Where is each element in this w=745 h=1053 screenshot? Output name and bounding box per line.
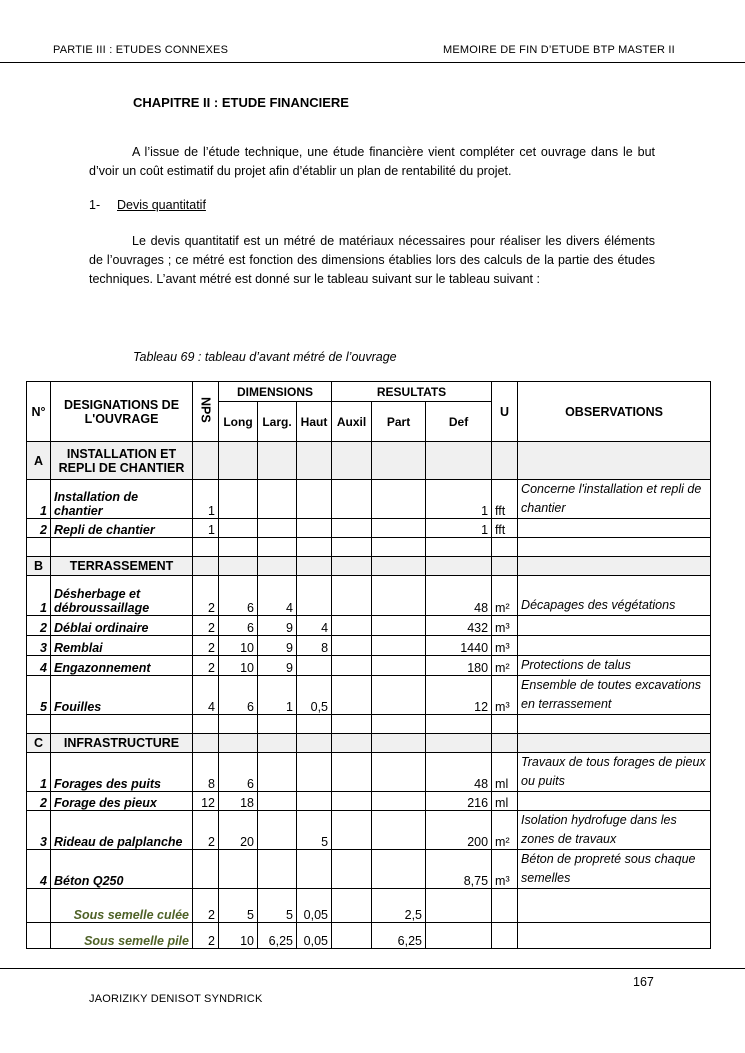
cell-haut xyxy=(297,850,332,889)
header-left: PARTIE III : ETUDES CONNEXES xyxy=(53,44,229,56)
table-caption: Tableau 69 : tableau d’avant métré de l’ouvrage xyxy=(133,350,397,364)
header-part: Part xyxy=(372,402,426,442)
cell-observation xyxy=(518,923,711,949)
cell-haut xyxy=(297,519,332,538)
cell-auxil xyxy=(332,811,372,850)
empty-cell xyxy=(27,715,51,734)
cell-haut xyxy=(297,656,332,676)
cell-def xyxy=(426,923,492,949)
cell-long xyxy=(219,480,258,519)
cell-unit xyxy=(492,889,518,923)
cell-nps: 1 xyxy=(193,480,219,519)
empty-cell xyxy=(492,715,518,734)
empty-cell xyxy=(258,557,297,576)
table-row xyxy=(27,616,711,636)
section-letter: B xyxy=(27,557,51,576)
table-row xyxy=(27,480,711,519)
empty-cell xyxy=(518,715,711,734)
section-number: 1- xyxy=(89,198,101,212)
empty-cell xyxy=(426,715,492,734)
table-row xyxy=(27,850,711,889)
cell-larg: 1 xyxy=(258,676,297,715)
cell-unit xyxy=(492,923,518,949)
cell-auxil xyxy=(332,889,372,923)
cell-auxil xyxy=(332,850,372,889)
empty-cell xyxy=(492,538,518,557)
cell-nps: 2 xyxy=(193,616,219,636)
cell-long: 10 xyxy=(219,923,258,949)
cell-nps: 2 xyxy=(193,923,219,949)
cell-haut: 0,5 xyxy=(297,676,332,715)
section-title-cell: INFRASTRUCTURE xyxy=(51,734,193,753)
cell-long: 6 xyxy=(219,676,258,715)
item-designation: Sous semelle culée xyxy=(51,889,193,923)
table-row xyxy=(27,519,711,538)
empty-cell xyxy=(219,442,258,480)
table-row xyxy=(27,656,711,676)
empty-cell xyxy=(258,715,297,734)
header-haut: Haut xyxy=(297,402,332,442)
empty-cell xyxy=(372,557,426,576)
cell-auxil xyxy=(332,636,372,656)
cell-part xyxy=(372,656,426,676)
item-number: 2 xyxy=(27,616,51,636)
cell-larg: 9 xyxy=(258,656,297,676)
empty-cell xyxy=(51,538,193,557)
item-designation: Rideau de palplanche xyxy=(51,811,193,850)
cell-part xyxy=(372,792,426,811)
cell-observation xyxy=(518,889,711,923)
cell-larg: 9 xyxy=(258,636,297,656)
empty-cell xyxy=(51,715,193,734)
section-row xyxy=(27,734,711,753)
cell-def: 1440 xyxy=(426,636,492,656)
blank-row xyxy=(27,538,711,557)
item-number: 2 xyxy=(27,519,51,538)
item-designation: Béton Q250 xyxy=(51,850,193,889)
item-number: 2 xyxy=(27,792,51,811)
empty-cell xyxy=(518,557,711,576)
cell-auxil xyxy=(332,480,372,519)
empty-cell xyxy=(258,442,297,480)
cell-nps: 2 xyxy=(193,656,219,676)
cell-larg: 6,25 xyxy=(258,923,297,949)
cell-observation xyxy=(518,616,711,636)
cell-haut: 0,05 xyxy=(297,923,332,949)
empty-cell xyxy=(219,538,258,557)
empty-cell xyxy=(492,557,518,576)
cell-nps xyxy=(193,850,219,889)
empty-cell xyxy=(426,442,492,480)
empty-cell xyxy=(372,734,426,753)
header-nps xyxy=(193,382,219,442)
cell-observation: Décapages des végétations xyxy=(518,576,711,616)
section-title-cell: TERRASSEMENT xyxy=(51,557,193,576)
item-number: 1 xyxy=(27,576,51,616)
cell-long: 10 xyxy=(219,656,258,676)
empty-cell xyxy=(332,442,372,480)
cell-long: 6 xyxy=(219,576,258,616)
empty-cell xyxy=(297,538,332,557)
section-title-cell: INSTALLATION ET REPLI DE CHANTIER xyxy=(51,442,193,480)
empty-cell xyxy=(372,442,426,480)
header-divider xyxy=(0,62,745,63)
cell-def: 216 xyxy=(426,792,492,811)
chapter-title: CHAPITRE II : ETUDE FINANCIERE xyxy=(133,95,349,110)
table-row xyxy=(27,676,711,715)
cell-unit: fft xyxy=(492,480,518,519)
cell-unit: m³ xyxy=(492,676,518,715)
cell-nps: 2 xyxy=(193,811,219,850)
header-right: MEMOIRE DE FIN D’ETUDE BTP MASTER II xyxy=(443,44,675,56)
cell-auxil xyxy=(332,753,372,792)
page-number: 167 xyxy=(633,975,654,989)
header-resultats: RESULTATS xyxy=(332,382,492,402)
section-letter: C xyxy=(27,734,51,753)
empty-cell xyxy=(297,734,332,753)
item-designation: Remblai xyxy=(51,636,193,656)
cell-nps: 8 xyxy=(193,753,219,792)
empty-cell xyxy=(332,557,372,576)
header-num: N° xyxy=(27,382,51,442)
cell-part: 2,5 xyxy=(372,889,426,923)
cell-haut xyxy=(297,753,332,792)
cell-auxil xyxy=(332,576,372,616)
cell-nps: 12 xyxy=(193,792,219,811)
item-designation: Repli de chantier xyxy=(51,519,193,538)
cell-long: 18 xyxy=(219,792,258,811)
cell-haut xyxy=(297,576,332,616)
cell-def: 8,75 xyxy=(426,850,492,889)
cell-larg xyxy=(258,480,297,519)
cell-def: 432 xyxy=(426,616,492,636)
cell-haut: 5 xyxy=(297,811,332,850)
table-row xyxy=(27,636,711,656)
cell-def: 200 xyxy=(426,811,492,850)
cell-observation xyxy=(518,519,711,538)
cell-part: 6,25 xyxy=(372,923,426,949)
empty-cell xyxy=(492,442,518,480)
cell-long: 20 xyxy=(219,811,258,850)
cell-larg xyxy=(258,753,297,792)
section-row xyxy=(27,442,711,480)
cell-unit: m³ xyxy=(492,850,518,889)
empty-cell xyxy=(258,538,297,557)
header-designation: DESIGNATIONS DE L'OUVRAGE xyxy=(51,382,193,442)
cell-larg: 5 xyxy=(258,889,297,923)
cell-part xyxy=(372,676,426,715)
empty-cell xyxy=(426,734,492,753)
empty-cell xyxy=(426,538,492,557)
cell-def: 48 xyxy=(426,753,492,792)
empty-cell xyxy=(492,734,518,753)
header-long: Long xyxy=(219,402,258,442)
cell-long xyxy=(219,850,258,889)
cell-observation: Protections de talus xyxy=(518,656,711,676)
cell-observation xyxy=(518,792,711,811)
empty-cell xyxy=(518,734,711,753)
cell-nps: 2 xyxy=(193,576,219,616)
empty-cell xyxy=(27,889,51,923)
empty-cell xyxy=(219,734,258,753)
cell-haut xyxy=(297,792,332,811)
empty-cell xyxy=(193,715,219,734)
item-number: 1 xyxy=(27,480,51,519)
section-heading xyxy=(89,198,206,212)
cell-part xyxy=(372,480,426,519)
cell-unit: m³ xyxy=(492,636,518,656)
item-designation: Sous semelle pile xyxy=(51,923,193,949)
empty-cell xyxy=(372,538,426,557)
cell-long: 5 xyxy=(219,889,258,923)
cell-haut xyxy=(297,480,332,519)
cell-auxil xyxy=(332,656,372,676)
item-designation: Déblai ordinaire xyxy=(51,616,193,636)
item-designation: Engazonnement xyxy=(51,656,193,676)
cell-part xyxy=(372,616,426,636)
section-letter: A xyxy=(27,442,51,480)
table-row xyxy=(27,811,711,850)
header-observations: OBSERVATIONS xyxy=(518,382,711,442)
cell-nps: 2 xyxy=(193,636,219,656)
cell-auxil xyxy=(332,519,372,538)
header-nps-label: NPS xyxy=(198,397,213,423)
empty-cell xyxy=(193,557,219,576)
header-dimensions: DIMENSIONS xyxy=(219,382,332,402)
cell-long: 10 xyxy=(219,636,258,656)
empty-cell xyxy=(332,538,372,557)
cell-unit: m³ xyxy=(492,616,518,636)
table-row xyxy=(27,576,711,616)
cell-nps: 2 xyxy=(193,889,219,923)
empty-cell xyxy=(332,715,372,734)
footer-author: JAORIZIKY DENISOT SYNDRICK xyxy=(89,993,263,1005)
item-designation: Installation de chantier xyxy=(51,480,193,519)
item-designation: Forage des pieux xyxy=(51,792,193,811)
cell-unit: m² xyxy=(492,811,518,850)
section-paragraph-text: Le devis quantitatif est un métré de matériaux nécessaires pour réaliser les divers éléments de l’ouvrages ; ce métré est fonction des dimensions établies lors des calculs de la partie des études techniques. L’avant métré est donné sur le tableau suivant sur le tableau suivant : xyxy=(89,234,655,286)
cell-part xyxy=(372,576,426,616)
empty-cell xyxy=(27,923,51,949)
cell-larg: 4 xyxy=(258,576,297,616)
cell-larg xyxy=(258,850,297,889)
empty-cell xyxy=(426,557,492,576)
empty-cell xyxy=(27,538,51,557)
cell-def: 1 xyxy=(426,519,492,538)
empty-cell xyxy=(219,557,258,576)
item-designation: Forages des puits xyxy=(51,753,193,792)
cell-auxil xyxy=(332,616,372,636)
cell-long: 6 xyxy=(219,616,258,636)
item-number: 5 xyxy=(27,676,51,715)
cell-auxil xyxy=(332,792,372,811)
cell-def xyxy=(426,889,492,923)
cell-def: 12 xyxy=(426,676,492,715)
empty-cell xyxy=(518,442,711,480)
cell-long xyxy=(219,519,258,538)
quantity-table xyxy=(26,381,711,949)
cell-unit: fft xyxy=(492,519,518,538)
empty-cell xyxy=(193,734,219,753)
intro-paragraph-text: A l’issue de l’étude technique, une étude financière vient compléter cet ouvrage dans le but d’voir un coût estimatif du projet afin d’établir un plan de rentabilité du projet. xyxy=(89,145,655,178)
cell-haut: 4 xyxy=(297,616,332,636)
empty-cell xyxy=(193,442,219,480)
table-row xyxy=(27,792,711,811)
section-title: Devis quantitatif xyxy=(117,198,206,212)
blank-row xyxy=(27,715,711,734)
cell-part xyxy=(372,519,426,538)
cell-observation: Ensemble de toutes excavations en terrassement xyxy=(518,676,711,715)
empty-cell xyxy=(297,442,332,480)
table-body xyxy=(27,442,711,949)
cell-nps: 1 xyxy=(193,519,219,538)
cell-def: 48 xyxy=(426,576,492,616)
empty-cell xyxy=(258,734,297,753)
cell-unit: ml xyxy=(492,792,518,811)
cell-part xyxy=(372,850,426,889)
item-designation: Désherbage et débroussaillage xyxy=(51,576,193,616)
sub-item-row xyxy=(27,889,711,923)
cell-haut: 8 xyxy=(297,636,332,656)
empty-cell xyxy=(518,538,711,557)
cell-larg xyxy=(258,792,297,811)
cell-observation: Béton de propreté sous chaque semelles xyxy=(518,850,711,889)
item-number: 3 xyxy=(27,811,51,850)
empty-cell xyxy=(332,734,372,753)
cell-haut: 0,05 xyxy=(297,889,332,923)
cell-unit: ml xyxy=(492,753,518,792)
item-number: 3 xyxy=(27,636,51,656)
cell-part xyxy=(372,636,426,656)
section-paragraph xyxy=(89,232,655,289)
cell-auxil xyxy=(332,676,372,715)
section-row xyxy=(27,557,711,576)
cell-unit: m² xyxy=(492,656,518,676)
sub-item-row xyxy=(27,923,711,949)
empty-cell xyxy=(219,715,258,734)
empty-cell xyxy=(297,715,332,734)
cell-observation: Isolation hydrofuge dans les zones de travaux xyxy=(518,811,711,850)
empty-cell xyxy=(297,557,332,576)
cell-auxil xyxy=(332,923,372,949)
item-number: 4 xyxy=(27,850,51,889)
cell-larg xyxy=(258,519,297,538)
header-auxil: Auxil xyxy=(332,402,372,442)
item-number: 1 xyxy=(27,753,51,792)
cell-nps: 4 xyxy=(193,676,219,715)
table-row xyxy=(27,753,711,792)
cell-part xyxy=(372,811,426,850)
item-designation: Fouilles xyxy=(51,676,193,715)
cell-observation: Travaux de tous forages de pieux ou puits xyxy=(518,753,711,792)
footer-divider xyxy=(0,968,745,969)
cell-larg xyxy=(258,811,297,850)
empty-cell xyxy=(372,715,426,734)
cell-def: 1 xyxy=(426,480,492,519)
cell-observation xyxy=(518,636,711,656)
header-def: Def xyxy=(426,402,492,442)
cell-long: 6 xyxy=(219,753,258,792)
cell-part xyxy=(372,753,426,792)
cell-unit: m² xyxy=(492,576,518,616)
header-larg: Larg. xyxy=(258,402,297,442)
cell-def: 180 xyxy=(426,656,492,676)
item-number: 4 xyxy=(27,656,51,676)
intro-paragraph xyxy=(89,143,655,181)
cell-larg: 9 xyxy=(258,616,297,636)
header-unit: U xyxy=(492,382,518,442)
cell-observation: Concerne l'installation et repli de chantier xyxy=(518,480,711,519)
empty-cell xyxy=(193,538,219,557)
